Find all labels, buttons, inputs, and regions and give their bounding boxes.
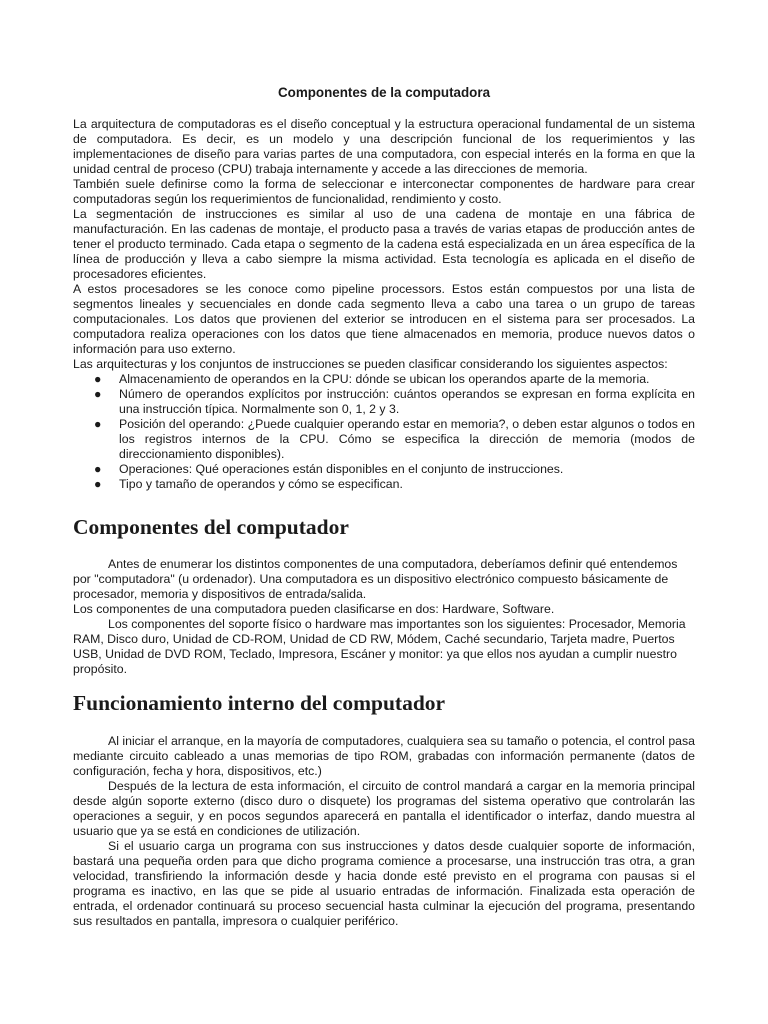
paragraph: Las arquitecturas y los conjuntos de instrucciones se pueden clasificar considerando los siguientes aspectos: (73, 357, 668, 371)
bullet-icon: ● (94, 372, 102, 386)
paragraph: La arquitectura de computadoras es el diseño conceptual y la estructura operacional fundamental de un sistema de computadora. Es decir, es un modelo y una descripción funcional de los requerimientos y las implementaciones de diseño para varias partes de una computadora, con especial interés en la forma en que la unidad central de proceso (CPU) trabaja internamente y accede a las direcciones de memoria. (73, 117, 695, 176)
bullet-icon: ● (94, 462, 102, 476)
paragraph: A estos procesadores se les conoce como pipeline processors. Estos están compuestos por una lista de segmentos lineales y secuenciales en donde cada segmento lleva a cabo una tarea o un grupo de tareas computacionales. Los datos que provienen del exterior se introducen en el sistema para ser procesados. La computadora realiza operaciones con los datos que tiene almacenados en memoria, produce nuevos datos o información para uso externo. (73, 282, 695, 356)
paragraph: Los componentes del soporte físico o hardware mas importantes son los siguientes: Procesador, Memoria RAM, Disco duro, Unidad de CD-ROM, Unidad de CD RW, Módem, Caché secundario, Tarjeta madre, Puertos USB, Unidad de DVD ROM, Teclado, Impresora, Escáner y monitor: ya que ellos nos ayudan a cumplir nuestro propósito. (73, 617, 686, 676)
list-item-text: Posición del operando: ¿Puede cualquier operando estar en memoria?, o deben estar algunos o todos en los registros internos de la CPU. Cómo se especifica la dirección de memoria (modos de direccionamiento disponibles). (119, 417, 695, 461)
paragraph: Si el usuario carga un programa con sus instrucciones y datos desde cualquier soporte de información, bastará una pequeña orden para que dicho programa comience a procesarse, una instrucción tras otra, a gran velocidad, transfiriendo la información desde y hacia donde esté previsto en el programa con pausas si el programa es inactivo, en las que se pide al usuario entradas de información. Finalizada esta operación de entrada, el ordenador continuará su proceso secuencial hasta culminar la ejecución del programa, presentando sus resultados en pantalla, impresora o cualquier periférico. (73, 839, 695, 928)
list-item-text: Número de operandos explícitos por instrucción: cuántos operandos se expresan en forma explícita en una instrucción típica. Normalmente son 0, 1, 2 y 3. (119, 387, 695, 416)
list-item (73, 462, 695, 477)
paragraph: También suele definirse como la forma de seleccionar e interconectar componentes de hardware para crear computadoras según los requerimientos de funcionalidad, rendimiento y costo. (73, 177, 695, 206)
paragraph: La segmentación de instrucciones es similar al uso de una cadena de montaje en una fábrica de manufacturación. En las cadenas de montaje, el producto pasa a través de varias etapas de producción antes de tener el producto terminado. Cada etapa o segmento de la cadena está especializada en un área específica de la línea de producción y lleva a cabo siempre la misma actividad. Esta tecnología es aplicada en el diseño de procesadores eficientes. (73, 207, 695, 281)
list-item (73, 372, 695, 387)
document-title: Componentes de la computadora (277, 85, 491, 100)
list-item-text: Tipo y tamaño de operandos y cómo se especifican. (119, 477, 403, 491)
paragraph: Antes de enumerar los distintos componentes de una computadora, deberíamos definir qué entendemos por "computadora" (u ordenador). Una computadora es un dispositivo electrónico compuesto básicamente de procesador, memoria y dispositivos de entrada/salida. (73, 557, 678, 601)
bullet-icon: ● (94, 387, 102, 401)
section-componentes (73, 557, 695, 677)
list-item (73, 387, 695, 417)
list-item-text: Operaciones: Qué operaciones están disponibles en el conjunto de instrucciones. (119, 462, 564, 476)
bullet-icon: ● (94, 417, 102, 431)
paragraph: Los componentes de una computadora pueden clasificarse en dos: Hardware, Software. (73, 602, 555, 616)
section-arquitectura (73, 117, 695, 492)
list-item (73, 477, 695, 492)
list-item (73, 417, 695, 462)
section-heading-funcionamiento: Funcionamiento interno del computador (73, 691, 446, 715)
bullet-icon: ● (94, 477, 102, 491)
bullet-list (73, 372, 695, 492)
list-item-text: Almacenamiento de operandos en la CPU: dónde se ubican los operandos aparte de la memoria. (119, 372, 650, 386)
paragraph: Al iniciar el arranque, en la mayoría de computadores, cualquiera sea su tamaño o potencia, el control pasa mediante circuito cableado a unas memorias de tipo ROM, grabadas con información permanente (datos de configuración, fecha y hora, dispositivos, etc.) (73, 734, 695, 778)
section-heading-componentes: Componentes del computador (73, 515, 349, 539)
paragraph: Después de la lectura de esta información, el circuito de control mandará a cargar en la memoria principal desde algún soporte externo (disco duro o disquete) los programas del sistema operativo que controlarán las operaciones a seguir, y en pocos segundos aparecerá en pantalla el identificador o interfaz, dando muestra al usuario que ya se está en condiciones de utilización. (73, 779, 695, 838)
section-funcionamiento (73, 734, 695, 929)
